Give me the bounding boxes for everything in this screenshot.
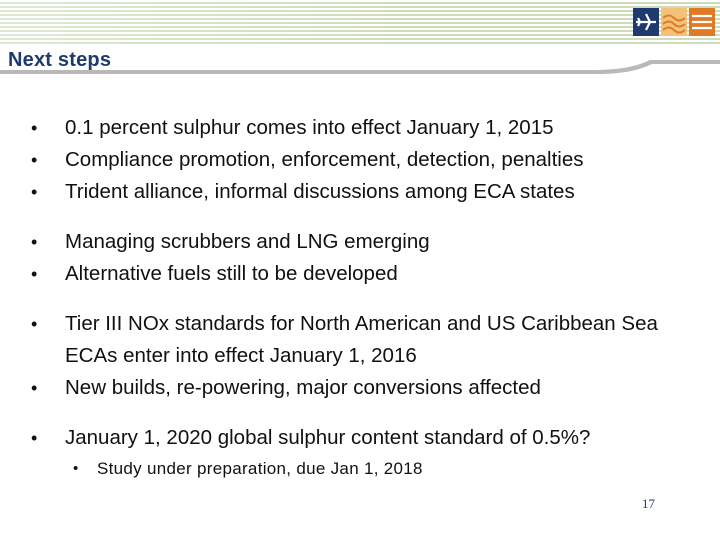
bullet-item: • Trident alliance, informal discussions among ECA states xyxy=(30,176,700,208)
bullet-item: • Compliance promotion, enforcement, detection, penalties xyxy=(30,144,700,176)
bullet-item: • New builds, re-powering, major conversions affected xyxy=(30,372,700,404)
header-band xyxy=(0,0,720,44)
page-title: Next steps xyxy=(8,49,112,71)
bullet-item: • Managing scrubbers and LNG emerging xyxy=(30,226,700,258)
bullet-group xyxy=(30,112,700,208)
aircraft-logo-icon xyxy=(633,8,659,36)
wave-logo-icon xyxy=(661,8,687,36)
stripes-logo-icon xyxy=(689,8,715,36)
bullet-group xyxy=(30,308,700,404)
slide-number: 17 xyxy=(642,496,655,511)
bullet-item: • Tier III NOx standards for North American and US Caribbean Sea ECAs enter into effect January 1, 2016 xyxy=(30,308,700,372)
logo-group xyxy=(633,8,715,36)
slide-content xyxy=(30,112,700,502)
bullet-item: • Alternative fuels still to be developed xyxy=(30,258,700,290)
sub-bullet-item: • Study under preparation, due Jan 1, 2018 xyxy=(68,454,700,484)
bullet-group xyxy=(30,226,700,290)
bullet-group xyxy=(30,422,700,484)
bullet-item: • January 1, 2020 global sulphur content standard of 0.5%? xyxy=(30,422,700,454)
bullet-item: • 0.1 percent sulphur comes into effect January 1, 2015 xyxy=(30,112,700,144)
